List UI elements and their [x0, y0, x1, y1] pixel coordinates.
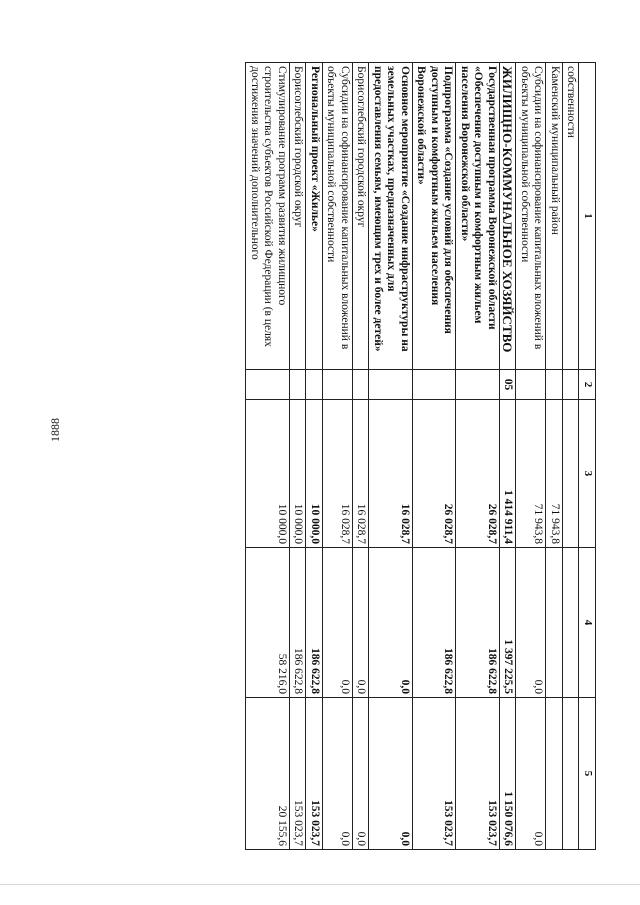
- value-2019-cell: 16 028,7: [369, 400, 413, 548]
- row-name-cell: Подпрограмма «Создание условий для обеспечения доступным и комфортным жильем населения Воронежской области»: [413, 63, 457, 370]
- column-header: 4: [579, 548, 596, 698]
- table-row: [413, 63, 457, 850]
- value-2019-cell: 10 000,0: [290, 400, 307, 548]
- value-2020-cell: 186 622,8: [306, 548, 323, 698]
- row-code-cell: [246, 370, 290, 400]
- value-2019-cell: 10 000,0: [306, 400, 323, 548]
- value-2021-cell: 0,0: [323, 698, 353, 850]
- value-2019-cell: [563, 400, 580, 548]
- value-2019-cell: 10 000,0: [246, 400, 290, 548]
- value-2021-cell: 153 023,7: [306, 698, 323, 850]
- value-2020-cell: [546, 548, 563, 698]
- row-name-cell: Основное мероприятие «Создание инфраструктуры на земельных участках, предназначенных для предоставления семьям, имеющим трех и более детей»: [369, 63, 413, 370]
- row-code-cell: 05: [500, 370, 517, 400]
- row-name-cell: Борисоглебский городской округ: [353, 63, 370, 370]
- value-2019-cell: 26 028,7: [456, 400, 500, 548]
- value-2021-cell: 153 023,7: [456, 698, 500, 850]
- row-name-cell: собственности: [563, 63, 580, 370]
- value-2020-cell: [563, 548, 580, 698]
- value-2019-cell: 16 028,7: [323, 400, 353, 548]
- value-2019-cell: 16 028,7: [353, 400, 370, 548]
- table-row: [456, 63, 500, 850]
- table-row: [500, 63, 517, 850]
- bottom-divider: [0, 884, 640, 885]
- budget-table: [246, 62, 597, 850]
- table-header-row: [579, 63, 596, 850]
- column-header: 3: [579, 400, 596, 548]
- row-name-cell: Стимулирование программ развития жилищного строительства субъектов Российской Федерации (в целях достижения значений дополнительного: [246, 63, 290, 370]
- table-row: [246, 63, 290, 850]
- value-2020-cell: 186 622,8: [413, 548, 457, 698]
- row-name-cell: Региональный проект «Жилье»: [306, 63, 323, 370]
- row-name-cell: Субсидии на софинансирование капитальных вложений в объекты муниципальной собственности: [516, 63, 546, 370]
- value-2021-cell: 153 023,7: [413, 698, 457, 850]
- value-2021-cell: 1 150 076,6: [500, 698, 517, 850]
- row-name-cell: Государственная программа Воронежской области «Обеспечение доступным и комфортным жильем населения Воронежской области»: [456, 63, 500, 370]
- value-2019-cell: 71 943,8: [546, 400, 563, 548]
- value-2020-cell: 186 622,8: [290, 548, 307, 698]
- value-2020-cell: 58 216,0: [246, 548, 290, 698]
- column-header: 5: [579, 698, 596, 850]
- row-name-cell: ЖИЛИЩНО-КОММУНАЛЬНОЕ ХОЗЯЙСТВО: [500, 63, 517, 370]
- row-code-cell: [290, 370, 307, 400]
- value-2021-cell: 153 023,7: [290, 698, 307, 850]
- row-name-cell: Борисоглебский городской округ: [290, 63, 307, 370]
- rotated-document-body: [96, 62, 596, 849]
- row-code-cell: [456, 370, 500, 400]
- value-2021-cell: [563, 698, 580, 850]
- value-2021-cell: [546, 698, 563, 850]
- value-2019-cell: 26 028,7: [413, 400, 457, 548]
- row-code-cell: [369, 370, 413, 400]
- value-2020-cell: 0,0: [516, 548, 546, 698]
- value-2019-cell: 71 943,8: [516, 400, 546, 548]
- column-header: 2: [579, 370, 596, 400]
- row-name-cell: Каменский муниципальный район: [546, 63, 563, 370]
- column-header: 1: [579, 63, 596, 370]
- value-2020-cell: 0,0: [353, 548, 370, 698]
- table-row: [369, 63, 413, 850]
- value-2021-cell: 0,0: [516, 698, 546, 850]
- row-code-cell: [353, 370, 370, 400]
- row-code-cell: [413, 370, 457, 400]
- table-row: [353, 63, 370, 850]
- table-row: [306, 63, 323, 850]
- value-2020-cell: 0,0: [323, 548, 353, 698]
- table-row: [290, 63, 307, 850]
- row-name-cell: Субсидии на софинансирование капитальных вложений в объекты муниципальной собственности: [323, 63, 353, 370]
- value-2021-cell: 0,0: [353, 698, 370, 850]
- row-code-cell: [306, 370, 323, 400]
- page-number: 1888: [48, 418, 62, 442]
- value-2021-cell: 0,0: [369, 698, 413, 850]
- row-code-cell: [563, 370, 580, 400]
- value-2021-cell: 20 155,6: [246, 698, 290, 850]
- table-body: [246, 63, 579, 850]
- value-2020-cell: 1 397 225,5: [500, 548, 517, 698]
- row-code-cell: [323, 370, 353, 400]
- value-2020-cell: 186 622,8: [456, 548, 500, 698]
- value-2020-cell: 0,0: [369, 548, 413, 698]
- table-row: [546, 63, 563, 850]
- value-2019-cell: 1 414 911,4: [500, 400, 517, 548]
- table-row: [563, 63, 580, 850]
- table-row: [516, 63, 546, 850]
- row-code-cell: [516, 370, 546, 400]
- row-code-cell: [546, 370, 563, 400]
- table-row: [323, 63, 353, 850]
